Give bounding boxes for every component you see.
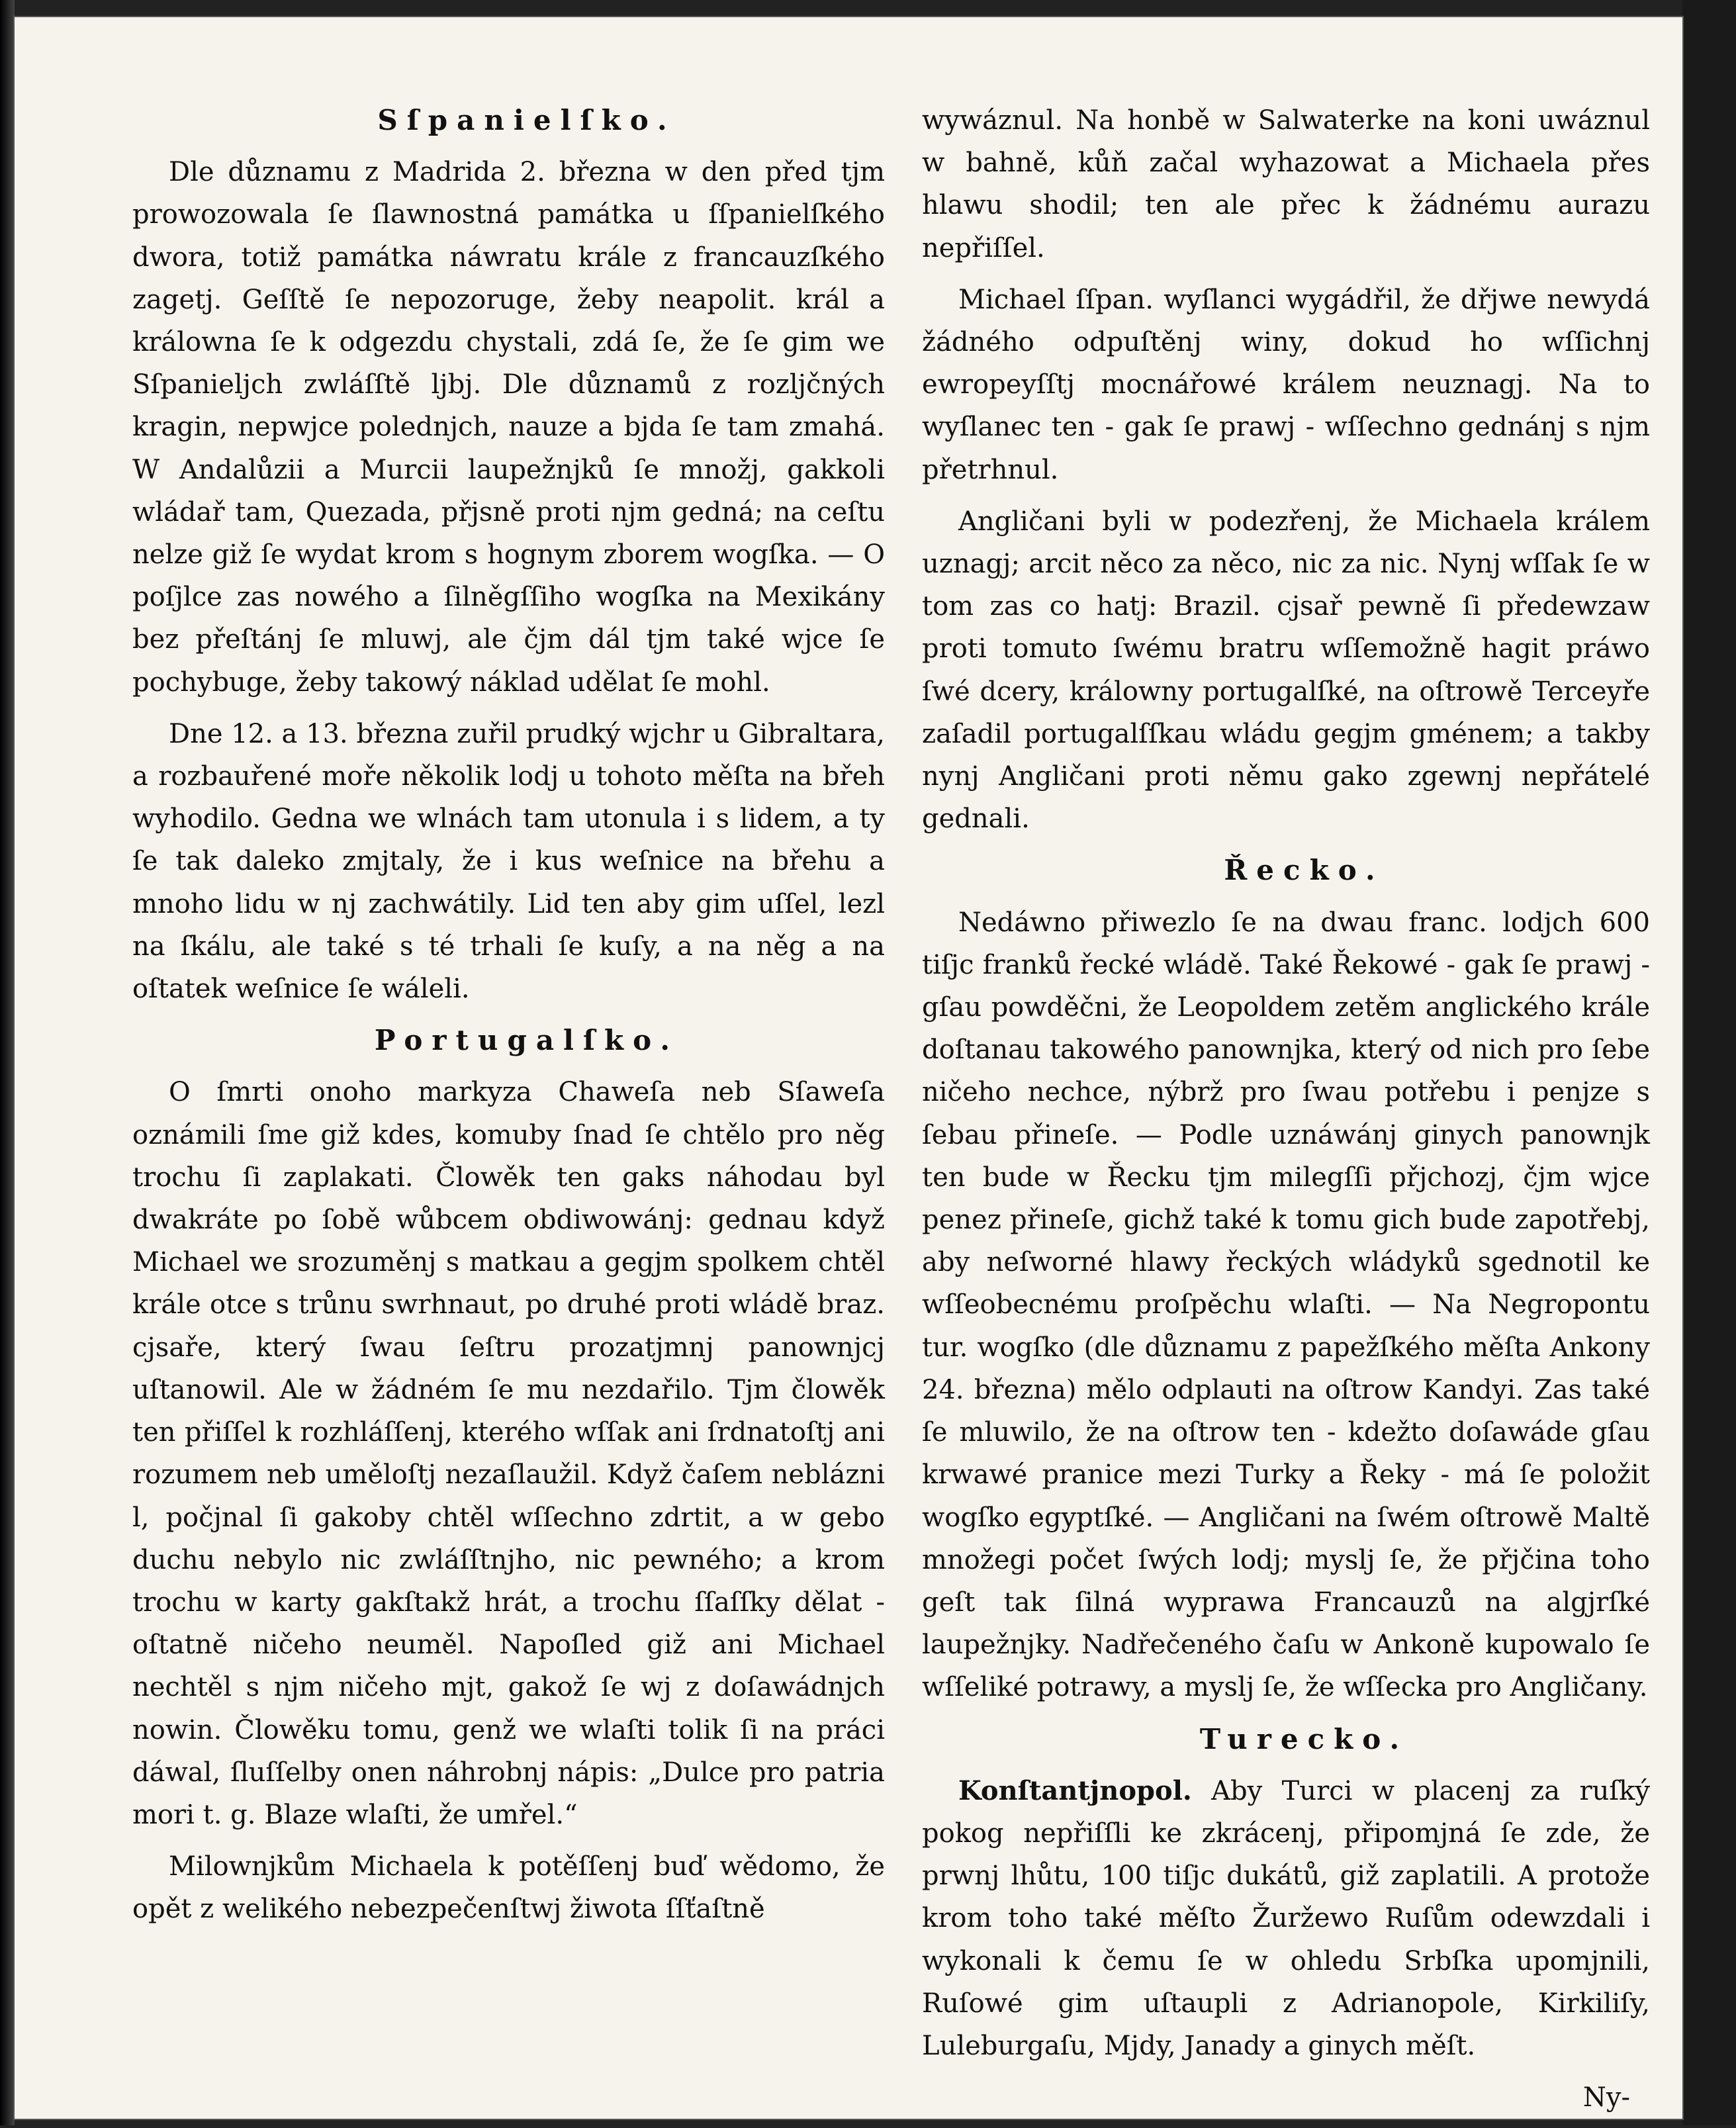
left-column: [132, 99, 885, 1940]
paragraph: Dle důznamu z Madrida 2. březnа w den před tjm prowozowala ſe ſlawnostná památka u ſſpanielſkého dwora, totiž památka náwratu krále z francauzſkého zagetj. Geſſtě ſe nepozoruge, žeby neapolit. král a králowna ſe k odgezdu chystali, zdá ſe, že ſe gim we Sſpanieljch zwláſſtě ljbj. Dle důznamů z rozljčných kragin, nepwjce polednjch, nauze a bjda ſe tam zmahá. W Andalůzii a Murcii laupežnjků ſe množj, gakkoli wládař tam, Quezada, přjsně proti njm gedná; na ceſtu nelze giž ſe wydat krom s hognym zborem wogſka. — O poſjlce zas nowého a ſilněgſſiho wogſka na Mexikány bez přeſtánj ſe mluwj, ale čjm dál tjm také wjce ſe pochybuge, žeby takowý náklad udělat ſe mohl.: [132, 157, 885, 698]
right-column: [922, 99, 1650, 2128]
paragraph: Milownjkům Michaela k potěſſenj buď wědomo, že opět z welikého nebezpečenſtwj žiwota ſſťaſtně: [132, 1851, 885, 1925]
paragraph-continued: wywáznul. Na honbě w Salwaterke na koni uwáznul w bahně, kůň začal wyhazowat a Michaela přes hlawu shodil; ten ale přec k žádnému aurazu nepřiſſel.: [922, 105, 1650, 263]
paragraph-body: Aby Turci w placenj za ruſký pokog nepřiſſli ke zkrácenj, připomjná ſe zde, že prwnj lhůtu, 100 tiſjc dukátů, giž zaplatili. A protože krom toho také měſto Žuržewo Ruſům odewzdali i wykonali k čemu ſe w ohledu Srbſka upomjnili, Ruſowé gim uſtaupli z Adrianopole, Kirkiliſy, Luleburgaſu, Mjdy, Janady a ginych měſt.: [922, 1775, 1650, 2061]
paragraph: Nedáwno přiwezlo ſe na dwau franc. lodjch 600 tiſjc franků řecké wládě. Také Řekowé - gak ſe prawj - gſau powděčni, že Leopoldem zetěm anglického krále doſtanau takowého panownjka, který od nich pro ſebe ničeho nechce, nýbrž pro ſwau potřebu i penjze s ſebau přineſe. — Podle uznáwánj ginych panownjk ten bude w Řecku tjm milegſſi přjchozj, čjm wjce penez přineſe, gichž také k tomu gich bude zapotřebj, aby neſworné hlawy řeckých wládyků sgednotil ke wſſeobecnému proſpěchu wlaſti. — Na Negropontu tur. wogſko (dle důznamu z papežſkého měſta Ankony 24. března) mělo odplauti na oſtrow Kandyi. Zas také ſe mluwilo, že na oſtrow ten - kdežto doſawáde gſau krwawé pranice mezi Turky a Řeky - má ſe položit wogſko egyptſké. — Angličani na ſwém oſtrowě Maltě množegi počet ſwých lodj; myslj ſe, že přjčina toho geſt tak ſilná wyprawa Francauzů na algjrſké laupežnjky. Nadřečeného čaſu w Ankoně kupowalo ſe wſſeliké potrawy, a myslj ſe, že wſſecka pro Angličany.: [922, 907, 1650, 1703]
paragraph: Angličani byli w podezřenj, že Michaela králem uznagj; arcit něco za něco, nic za nic. Nynj wſſak ſe w tom zas co hatj: Brazil. cjsař pewně ſi předewzaw proti tomuto ſwému bratru wſſemožně hagit práwo ſwé dcery, králowny portugalſké, na oſtrowě Terceyře zaſadil portugalſſkau wládu gegjm gménem; a takby nynj Angličani proti němu gako zgewnj nepřátelé gednali.: [922, 506, 1650, 835]
paragraph: O ſmrti onoho markyza Chaweſa neb Sſaweſa oznámili ſme giž kdes, komuby ſnad ſe chtělo pro něg trochu ſi zaplakati. Člowěk ten gaks náhodau byl dwakráte po ſobě wůbcem obdiwowánj: gednau když Michael we srozuměnj s matkau a gegjm spolkem chtěl krále otce s trůnu swrhnaut, po druhé proti wládě braz. cjsaře, který ſwau ſeſtru prozatjmnj panownjcj uſtanowil. Ale w žádném ſe mu nezdařilo. Tjm člowěk ten přiſſel k rozhláſſenj, kterého wſſak ani ſrdnatoſtj ani rozumem neb uměloſtj nezaſlaužil. Když čaſem neblázni​l, počjnal ſi gakoby chtěl wſſechno zdrtit, a w gebo duchu nebylo nic zwláſſtnjho, nic pewného; a krom trochu w karty gakſtakž hrát, a trochu ſſaſſky dělat - oſtatně ničeho neuměl. Napoſled giž ani Michael nechtěl s njm ničeho mjt, gakož ſe wj z doſawádnjch nowin. Člowěku tomu, genž we wlaſti tolik ſi na práci dáwal, ſluſſelby onen náhrobnj nápis: „Dulce pro patria mori t. g. Blaze wlaſti, že umřel.“: [132, 1077, 885, 1830]
section-heading-greece: Řecko.: [1224, 854, 1385, 887]
scan-right-edge: [1682, 0, 1736, 2125]
paragraph: Michael ſſpan. wyſlanci wygádřil, že dřjwe newydá žádného odpuſtěnj winy, dokud ho wſſichnj ewropeyſſtj mocnářowé králem neuznagj. Na to wyſlanec ten - gak ſe prawj - wſſechno gednánj s njm přetrhnul.: [922, 284, 1650, 485]
paragraph: [922, 1770, 1650, 2067]
dateline: Konſtantjnopol.: [958, 1775, 1192, 1806]
section-heading-spain: Sſpanielſko.: [377, 104, 676, 136]
scan-left-edge: [0, 0, 15, 2125]
section-heading-portugal: Portugalſko.: [374, 1024, 680, 1057]
paragraph: Dne 12. a 13. března zuřil prudký wjchr u Gibraltara, a rozbauřené moře několik lodj u tohoto měſta na břeh wyhodilo. Gedna we wlnách tam utonula i s lidem, a ty ſe tak daleko zmjtaly, že i kus weſnice na břehu a mnoho lidu w nj zachwátily. Lid ten aby gim uſſel, lezl na ſkálu, ale také s té trhali ſe kuſy, a na něg a na oſtatek weſnice ſe wáleli.: [132, 718, 885, 1005]
section-heading-turkey: Turecko.: [1199, 1722, 1409, 1755]
catchword: Ny-: [1582, 2082, 1630, 2113]
